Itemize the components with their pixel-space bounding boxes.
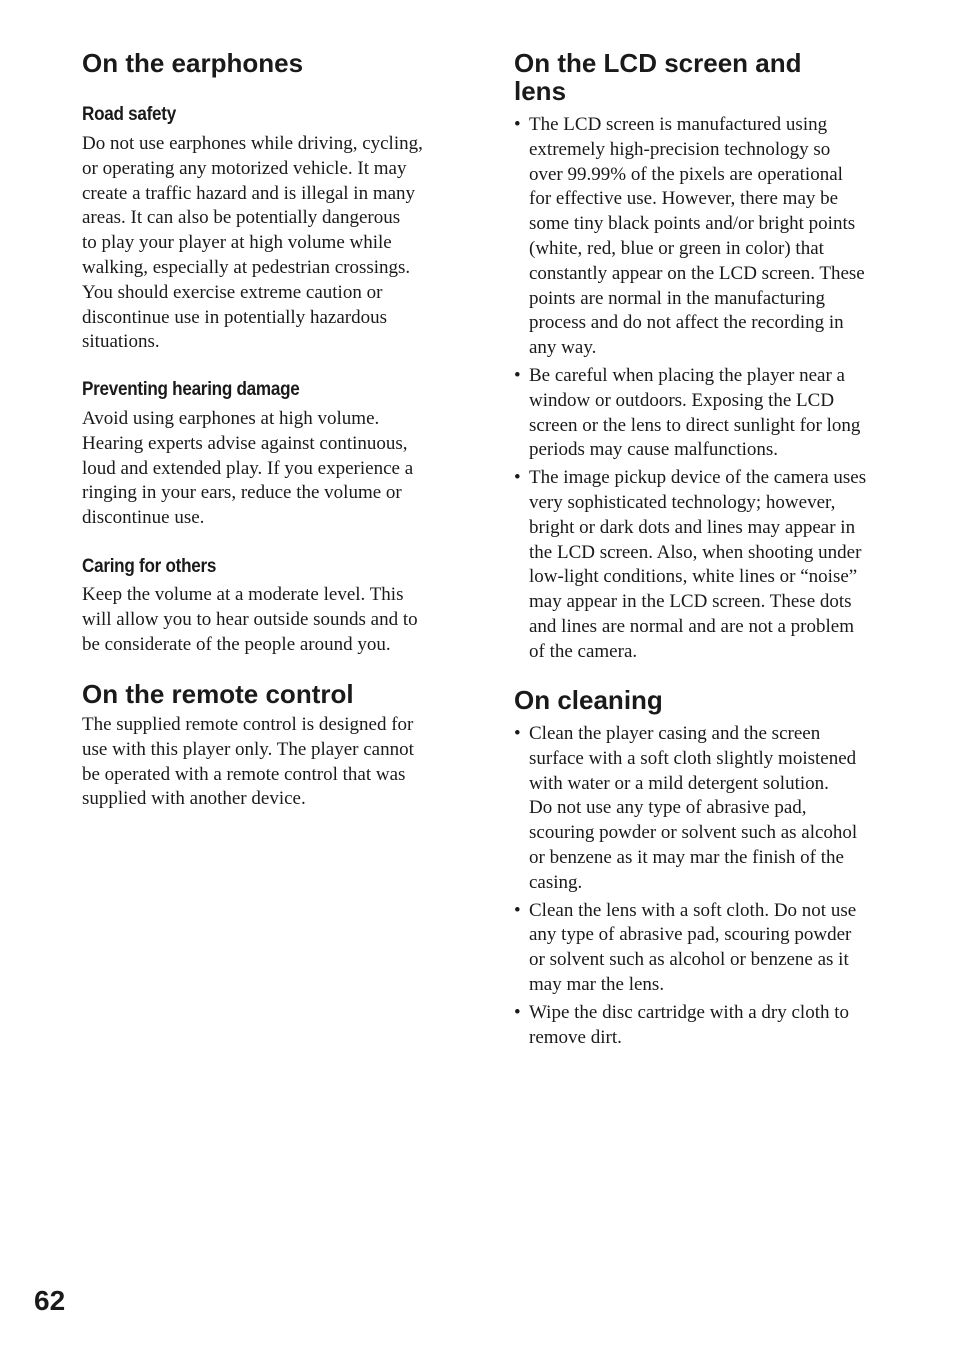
text-line: with water or a mild detergent solution. — [529, 772, 829, 794]
text-line: or operating any motorized vehicle. It may — [82, 157, 407, 179]
text-line: or solvent such as alcohol or benzene as it — [529, 949, 849, 971]
text-line: Wipe the disc cartridge with a dry cloth to — [529, 1001, 850, 1023]
bullet-icon: • — [514, 114, 521, 135]
text-line: supplied with another device. — [82, 788, 306, 810]
text-line: Clean the lens with a soft cloth. Do not use — [529, 899, 857, 921]
text-line: may appear in the LCD screen. These dots — [529, 591, 852, 613]
subheading-road-safety: Road safety — [82, 104, 176, 125]
text-line: process and do not affect the recording in — [529, 312, 844, 334]
text-line: ringing in your ears, reduce the volume or — [82, 482, 402, 504]
list-item — [514, 722, 857, 896]
remote-control-text — [82, 713, 414, 812]
text-line: scouring powder or solvent such as alcohol — [529, 822, 858, 844]
text-line: You should exercise extreme caution or — [82, 281, 383, 303]
hearing-damage-text — [82, 407, 413, 531]
text-line: create a traffic hazard and is illegal in many — [82, 182, 416, 204]
text-line: remove dirt. — [529, 1026, 622, 1048]
text-line: Do not use any type of abrasive pad, — [529, 797, 807, 819]
text-line: points are normal in the manufacturing — [529, 287, 825, 309]
text-line: low-light conditions, white lines or “noise” — [529, 566, 858, 588]
list-item — [514, 1001, 857, 1051]
text-line: window or outdoors. Exposing the LCD — [529, 389, 835, 411]
bullet-icon: • — [514, 899, 521, 921]
text-line: Avoid using earphones at high volume. — [82, 408, 380, 429]
text-line: The supplied remote control is designed for — [82, 714, 414, 735]
bullet-icon: • — [514, 723, 521, 744]
text-line: periods may cause malfunctions. — [529, 439, 779, 461]
text-line: any type of abrasive pad, scouring powder — [529, 924, 852, 946]
text-line: use with this player only. The player cannot — [82, 738, 414, 760]
text-line: very sophisticated technology; however, — [529, 491, 836, 513]
text-line: for effective use. However, there may be — [529, 188, 839, 210]
page-number: 62 — [34, 1285, 66, 1316]
text-line: discontinue use in potentially hazardous — [82, 306, 387, 328]
section-title-earphones: On the earphones — [82, 48, 304, 78]
section-title-lcd-line2: lens — [514, 76, 567, 106]
section-title-remote-control: On the remote control — [82, 679, 354, 709]
text-line: surface with a soft cloth slightly moistened — [529, 747, 857, 769]
list-item — [514, 364, 866, 463]
text-line: screen or the lens to direct sunlight for long — [529, 414, 861, 436]
text-line: Keep the volume at a moderate level. This — [82, 584, 404, 605]
list-item — [514, 113, 866, 361]
cleaning-bullet-list — [514, 722, 857, 1050]
subheading-caring-for-others: Caring for others — [82, 556, 217, 577]
list-item — [514, 899, 857, 998]
list-item — [514, 466, 866, 664]
text-line: the LCD screen. Also, when shooting under — [529, 541, 862, 563]
text-line: walking, especially at pedestrian crossings. — [82, 256, 411, 278]
text-line: of the camera. — [529, 640, 638, 662]
text-line: bright or dark dots and lines may appear in — [529, 516, 856, 538]
text-line: may mar the lens. — [529, 973, 665, 995]
bullet-icon: • — [514, 467, 521, 489]
caring-for-others-text — [82, 583, 418, 657]
section-title-lcd-line1: On the LCD screen and — [514, 48, 802, 78]
text-line: areas. It can also be potentially dangerous — [82, 207, 401, 229]
text-line: Be careful when placing the player near a — [529, 364, 845, 386]
text-line: constantly appear on the LCD screen. These — [529, 262, 865, 284]
text-line: some tiny black points and/or bright points — [529, 213, 856, 235]
text-line: be operated with a remote control that was — [82, 763, 406, 785]
text-line: will allow you to hear outside sounds and to — [82, 608, 418, 630]
text-line: situations. — [82, 331, 160, 353]
text-line: to play your player at high volume while — [82, 232, 392, 254]
subheading-preventing-hearing-damage: Preventing hearing damage — [82, 379, 300, 400]
text-line: or benzene as it may mar the finish of the — [529, 846, 844, 868]
text-line: Hearing experts advise against continuous, — [82, 432, 408, 454]
text-line: casing. — [529, 871, 583, 893]
text-line: extremely high-precision technology so — [529, 138, 831, 160]
text-line: (white, red, blue or green in color) that — [529, 237, 824, 259]
text-line: any way. — [529, 337, 597, 359]
text-line: Do not use earphones while driving, cycling, — [82, 133, 423, 154]
text-line: The image pickup device of the camera uses — [529, 467, 867, 489]
text-line: discontinue use. — [82, 507, 205, 529]
section-title-lcd — [514, 49, 802, 105]
text-line: loud and extended play. If you experience a — [82, 457, 414, 479]
section-title-cleaning: On cleaning — [514, 685, 663, 715]
text-line: over 99.99% of the pixels are operational — [529, 163, 843, 185]
lcd-bullet-list — [514, 113, 866, 665]
text-line: The LCD screen is manufactured using — [529, 114, 828, 135]
text-line: and lines are normal and are not a problem — [529, 615, 854, 637]
text-line: be considerate of the people around you. — [82, 633, 391, 655]
text-line: Clean the player casing and the screen — [529, 723, 821, 744]
bullet-icon: • — [514, 364, 521, 386]
road-safety-text — [82, 132, 423, 355]
bullet-icon: • — [514, 1001, 521, 1023]
